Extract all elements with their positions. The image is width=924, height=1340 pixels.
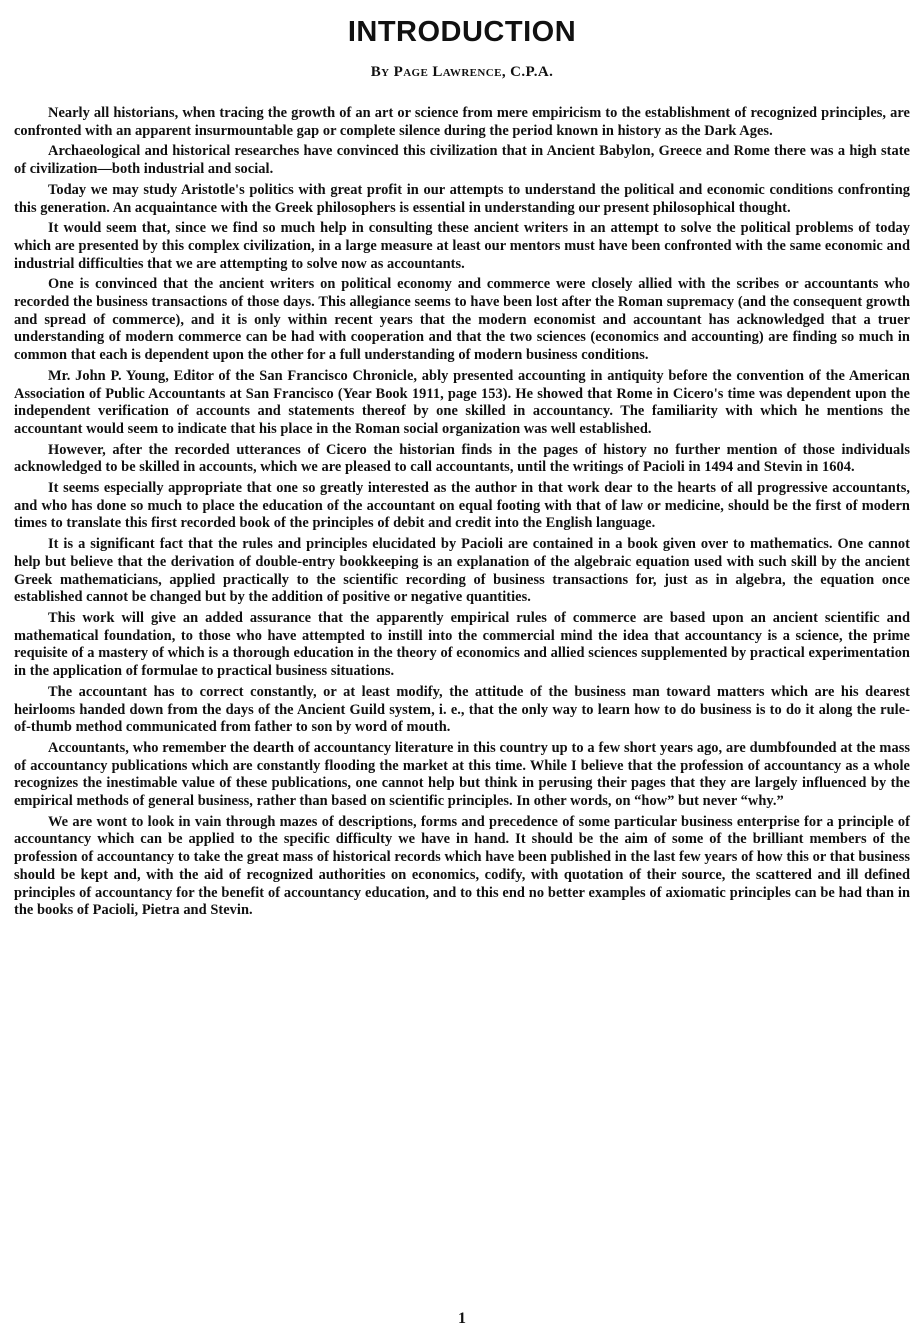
paragraph: Nearly all historians, when tracing the growth of an art or science from mere empiricism to the establishment of recognized principles, are confronted with an apparent insurmountable gap or complete silence during the period known in history as the Dark Ages. bbox=[14, 105, 910, 139]
paragraph: However, after the recorded utterances of Cicero the historian finds in the pages of history no further mention of those individuals acknowledged to be skilled in accounts, which we are pleased to call accountants, until the writings of Pacioli in 1494 and Stevin in 1604. bbox=[14, 441, 910, 476]
paragraph: Mr. John P. Young, Editor of the San Francisco Chronicle, ably presented accounting in antiquity before the convention of the American Association of Public Accountants at San Francisco (Year Book 1911, page 153). He showed that Rome in Cicero's time was dependent upon the independent verification of accounts and statements thereof by one skilled in accountancy. The familiarity with which he mentions the accountant would seem to indicate that his place in the Roman social organization was well established. bbox=[14, 367, 910, 437]
paragraph: We are wont to look in vain through mazes of descriptions, forms and precedence of some particular business enterprise for a principle of accountancy which can be applied to the specific difficulty we have in hand. It should be the aim of some of the brilliant members of the profession of accountancy to take the great mass of historical records which have been published in the last few years of how this or that business should be kept and, with the aid of recognized authorities on economics, codify, with quotation of their source, the scattered and ill defined principles of accountancy for the benefit of accountancy education, and to this end no better examples of axiomatic principles can be had than in the books of Pacioli, Pietra and Stevin. bbox=[14, 813, 910, 919]
paragraph: It seems especially appropriate that one so greatly interested as the author in that work dear to the hearts of all progressive accountants, and who has done so much to place the education of the accountant on equal footing with that of law or medicine, should be the first of modern times to translate this first recorded book of the principles of debit and credit into the English language. bbox=[14, 480, 910, 532]
paragraph: Archaeological and historical researches have convinced this civilization that in Ancient Babylon, Greece and Rome there was a high state of civilization—both industrial and social. bbox=[14, 143, 910, 178]
author-byline: By Page Lawrence, C.P.A. bbox=[370, 64, 554, 80]
paragraph: It would seem that, since we find so much help in consulting these ancient writers in an attempt to solve the political problems of today which are presented by this complex civilization, in a large measure at least our mentors must have been confronted with the same economic and industrial difficulties that we are attempting to solve now as accountants. bbox=[14, 220, 910, 272]
paragraph: The accountant has to correct constantly, or at least modify, the attitude of the business man toward matters which are his dearest heirlooms handed down from the days of the Ancient Guild system, i. e., that the only way to learn how to do business is to do it along the rule-of-thumb method communicated from father to son by word of mouth. bbox=[14, 683, 910, 736]
page-title: INTRODUCTION bbox=[347, 16, 577, 48]
page-number: 1 bbox=[458, 1310, 466, 1327]
paragraph: Today we may study Aristotle's politics with great profit in our attempts to understand the political and economic conditions confronting this generation. An acquaintance with the Greek philosophers is essential in understanding our present philosophical thought. bbox=[14, 181, 910, 216]
paragraph: It is a significant fact that the rules and principles elucidated by Pacioli are contained in a book given over to mathematics. One cannot help but believe that the derivation of double-entry bookkeeping is an explanation of the algebraic equation used with such skill by the ancient Greek mathematicians, applied practically to the scientific recording of business transactions for, just as in algebra, the equation once established cannot be changed but by the addition of positive or negative quantities. bbox=[14, 536, 910, 606]
paragraph: One is convinced that the ancient writers on political economy and commerce were closely allied with the scribes or accountants who recorded the business transactions of those days. This allegiance seems to have been lost after the Roman supremacy (and the consequent growth and spread of commerce), and it is only within recent years that the modern economist and accountant has acknowledged that a truer understanding of modern commerce can be had with cooperation and that the two sciences (economics and accounting) are finding so much in common that each is dependent upon the other for a full understanding of modern business conditions. bbox=[14, 276, 910, 364]
body-text bbox=[14, 105, 910, 920]
paragraph: Accountants, who remember the dearth of accountancy literature in this country up to a few short years ago, are dumbfounded at the mass of accountancy publications which are constantly flooding the market at this time. While I believe that the profession of accountancy as a whole recognizes the inestimable value of these publications, one cannot help but think in perusing their pages that they are largely influenced by the empirical methods of general business, rather than based on scientific principles. In other words, on “how” but never “why.” bbox=[14, 739, 910, 810]
paragraph: This work will give an added assurance that the apparently empirical rules of commerce are based upon an ancient scientific and mathematical foundation, to those who have attempted to instill into the commercial mind the idea that accountancy is a science, the prime requisite of a mastery of which is a thorough education in the theory of economics and allied sciences supplemented by practical experimentation in the application of formulae to practical business situations. bbox=[14, 609, 910, 680]
